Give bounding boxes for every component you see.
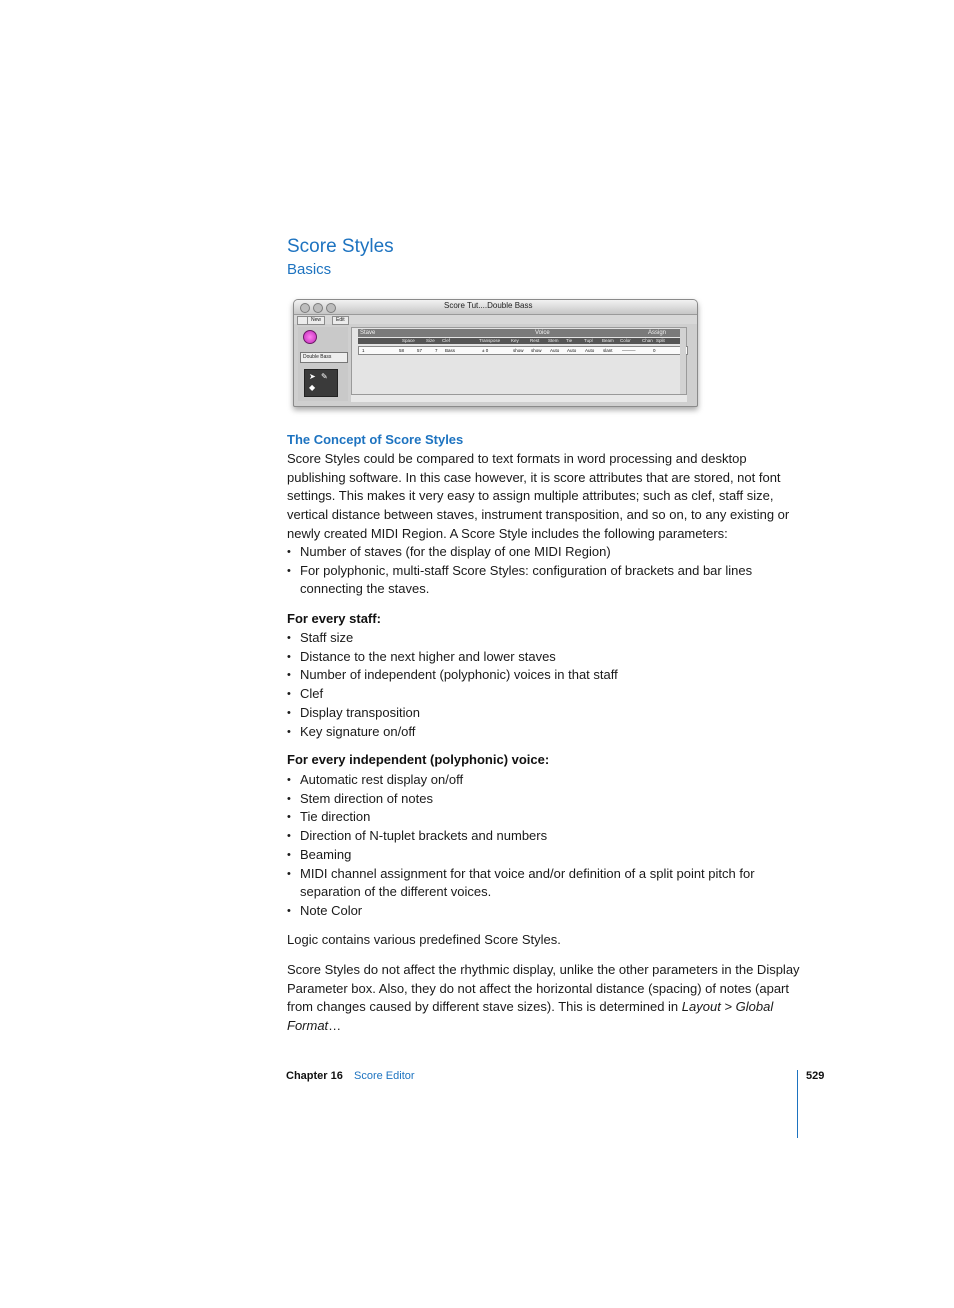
tool-box [304,369,338,397]
rhythm-paragraph [287,961,807,1036]
col-tie: Tie [566,338,573,343]
concept-intro: Score Styles could be compared to text formats in word processing and desktop publishing software. In this case however, it is score attributes that are stored, not font settings. This makes it very easy to assign multiple attributes; such as clef, staff size, vertical distance between staves, instrument transposition, and so on, to any existing or newly created MIDI Region. A Score Style includes the following parameters: [287,451,790,541]
cell-clef: Bass [445,348,456,353]
style-sidebar [298,327,348,401]
cell-space-below: 57 [417,348,423,353]
footer-chapter-name: Score Editor [354,1070,415,1082]
cell-size: 7 [435,348,438,353]
predefined-paragraph: Logic contains various predefined Score Styles. [287,932,561,947]
list-item: • Clef [287,685,767,704]
list-item: • Number of staves (for the display of one MIDI Region) [287,543,767,562]
cell-staves: 1 [362,348,365,353]
minimize-icon [313,303,323,313]
concept-heading: The Concept of Score Styles [287,432,464,447]
list-item: • Beaming [287,846,777,865]
col-color: Color [620,338,631,343]
menu-path: Layout > Global Format [287,999,774,1034]
pencil-tool-icon: ✎ [321,372,328,381]
pointer-tool-icon: ➤ [309,372,316,381]
col-transpose: Transpose [479,338,501,343]
col-beam: Beam [602,338,614,343]
list-item: • Display transposition [287,704,767,723]
col-clef: Clef [442,338,451,343]
list-item: • Number of independent (polyphonic) voices in that staff [287,666,767,685]
edit-menu-button: Edit [332,316,349,325]
group-assign: Assign [648,330,667,336]
cell-beam: slant [603,348,613,353]
footer-divider [797,1070,798,1138]
footer-chapter: Chapter 16 [286,1070,343,1082]
close-icon [300,303,310,313]
cell-stem: Auto [550,348,560,353]
rhythm-text: Score Styles do not affect the rhythmic display, unlike the other parameters in the Display Parameter box. Also, they do not affect the horizontal distance (spacing) of notes (apart from changes caused by different stave sizes). This is determined in [287,962,800,1015]
table-row [358,346,688,355]
list-item: • Automatic rest display on/off [287,771,777,790]
cell-rest: show [531,348,542,353]
window-title: Score Tut....Double Bass [444,301,533,310]
instrument-name: Double Bass [300,352,348,363]
col-stem: Stem [548,338,559,343]
list-item: • Direction of N-tuplet brackets and numbers [287,827,777,846]
cell-tie: Auto [567,348,577,353]
staff-heading: For every staff: [287,611,381,626]
parameter-list [287,543,767,599]
group-voice: Voice [535,330,550,336]
list-item: • Note Color [287,902,777,921]
style-table [351,327,687,395]
column-header-row [358,338,686,344]
list-item: • Key signature on/off [287,723,767,742]
group-stave: Stave [360,330,376,336]
list-item: • Tie direction [287,808,777,827]
zoom-icon [326,303,336,313]
list-item: • For polyphonic, multi-staff Score Styles: configuration of brackets and bar lines connecting the staves. [287,562,767,599]
cell-tupl: Auto [585,348,595,353]
staff-list [287,629,767,741]
horizontal-scrollbar [351,394,687,402]
ellipsis: … [328,1018,342,1034]
vertical-scrollbar [680,328,686,394]
voice-list [287,771,777,921]
col-rest: Rest [530,338,540,343]
col-chan: Chan [642,338,653,343]
cell-color: ——— [622,348,636,353]
window-toolbar [294,315,697,324]
col-space: Space [402,338,415,343]
score-style-window-screenshot [293,299,698,407]
list-item: • MIDI channel assignment for that voice and/or definition of a split point pitch for separation of the different voices. [287,865,777,902]
logic-logo-icon [303,330,317,344]
window-titlebar [294,300,697,315]
cell-chan: 0 [653,348,656,353]
page-number: 529 [806,1070,825,1082]
list-item: • Stem direction of notes [287,790,777,809]
cell-key: show [513,348,524,353]
col-key: Key [511,338,519,343]
new-menu-button: New [307,316,325,325]
cell-space-above: 58 [399,348,405,353]
col-split: Split [656,338,665,343]
list-item: • Staff size [287,629,767,648]
list-item: • Distance to the next higher and lower staves [287,648,767,667]
group-header-row [358,329,686,337]
page-subtitle: Basics [287,261,332,278]
voice-heading: For every independent (polyphonic) voice: [287,752,550,767]
col-size: Size [426,338,435,343]
eraser-tool-icon: ◆ [309,383,316,392]
cell-transpose: ± 0 [482,348,489,353]
col-tupl: Tupl [584,338,593,343]
page-title: Score Styles [287,236,394,257]
